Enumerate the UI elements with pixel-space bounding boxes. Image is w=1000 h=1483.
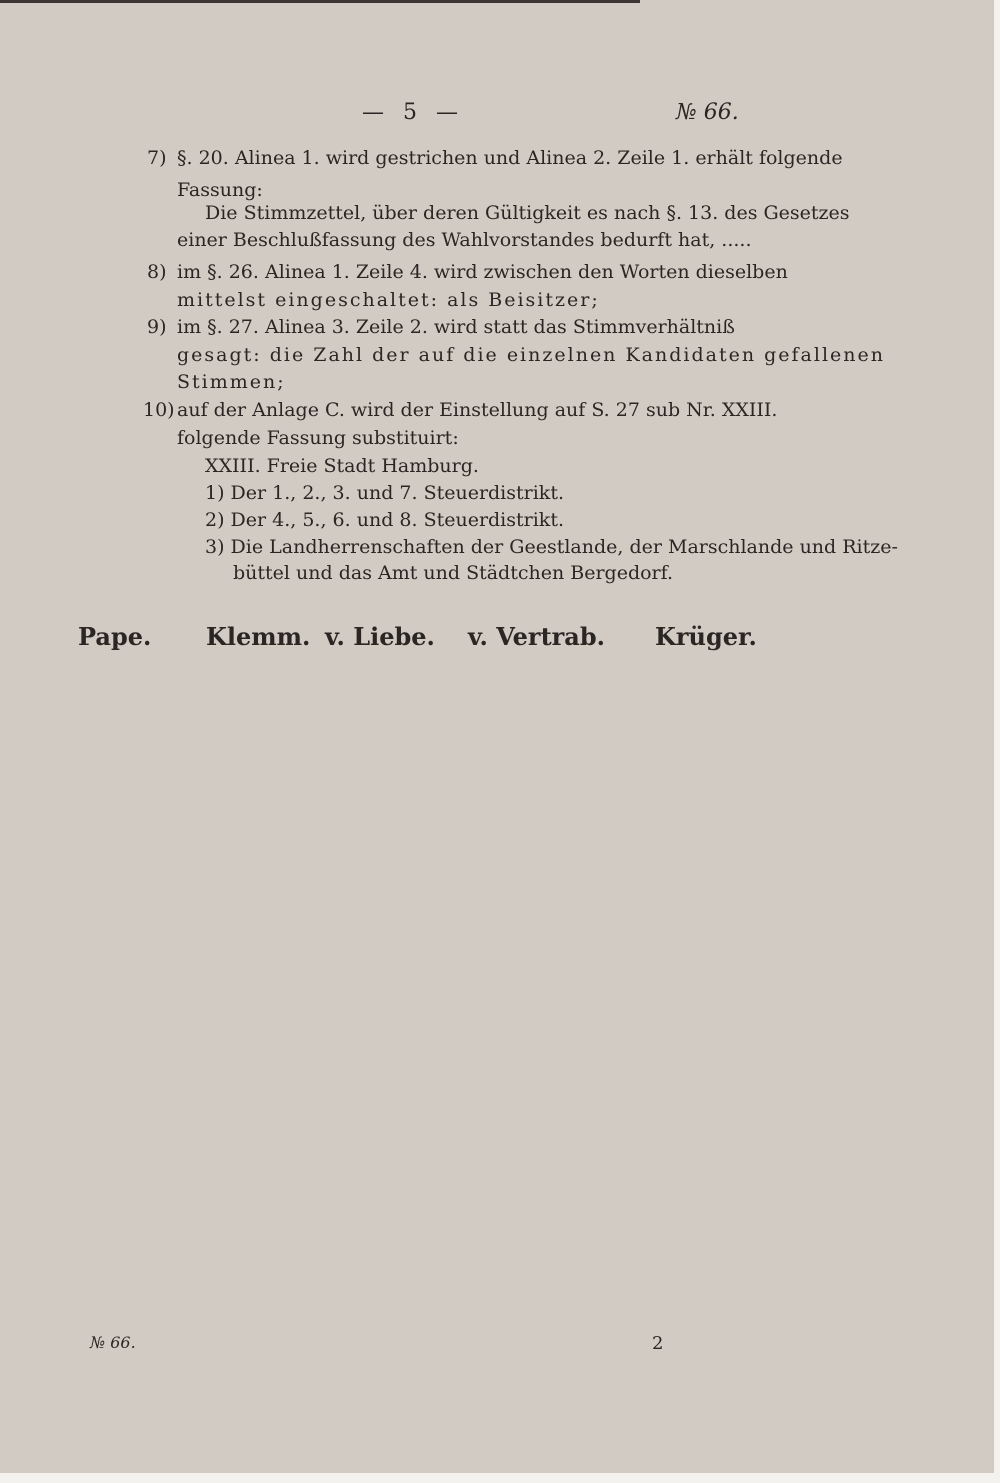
item-7-line-3: Die Stimmzettel, über deren Gültigkeit es nach §. 13. des Gesetzes: [205, 202, 850, 224]
item-10-line-6: 3) Die Landherrenschaften der Geestlande, der Marschlande und Ritze-: [205, 536, 898, 558]
top-rule: [0, 0, 640, 3]
page-number: — 5 —: [362, 100, 464, 125]
item-9-line-2: gesagt: die Zahl der auf die einzelnen Kandidaten gefallenen: [177, 344, 885, 366]
item-10-line-4: 1) Der 1., 2., 3. und 7. Steuerdistrikt.: [205, 482, 564, 504]
signature-4: v. Vertrab.: [468, 622, 605, 651]
item-10-line-1: auf der Anlage C. wird der Einstellung auf S. 27 sub Nr. XXIII.: [177, 399, 778, 421]
signature-1: Pape.: [78, 622, 152, 651]
item-10-line-3: XXIII. Freie Stadt Hamburg.: [205, 455, 479, 477]
item-7-line-2: Fassung:: [177, 179, 263, 201]
signature-5: Krüger.: [655, 622, 757, 651]
item-8-line-2: mittelst eingeschaltet: als Beisitzer;: [177, 289, 600, 311]
document-number: № 66.: [676, 100, 739, 125]
item-7-line-1: §. 20. Alinea 1. wird gestrichen und Alinea 2. Zeile 1. erhält folgende: [177, 147, 843, 169]
footer-doc-number: № 66.: [90, 1333, 136, 1352]
signature-3: v. Liebe.: [325, 622, 435, 651]
item-7-line-4: einer Beschlußfassung des Wahlvorstandes bedurft hat, .....: [177, 229, 752, 251]
item-9-line-3: Stimmen;: [177, 371, 286, 393]
footer-sheet-number: 2: [652, 1333, 664, 1354]
item-number-8: 8): [147, 261, 167, 283]
item-9-line-1: im §. 27. Alinea 3. Zeile 2. wird statt das Stimmverhältniß: [177, 316, 735, 338]
item-number-10: 10): [143, 399, 175, 421]
item-10-line-5: 2) Der 4., 5., 6. und 8. Steuerdistrikt.: [205, 509, 564, 531]
item-10-line-2: folgende Fassung substituirt:: [177, 427, 459, 449]
signature-2: Klemm.: [206, 622, 311, 651]
item-number-9: 9): [147, 316, 167, 338]
item-10-line-7: büttel und das Amt und Städtchen Bergedorf.: [233, 562, 674, 584]
item-8-line-1: im §. 26. Alinea 1. Zeile 4. wird zwischen den Worten dieselben: [177, 261, 788, 283]
item-number-7: 7): [147, 147, 167, 169]
